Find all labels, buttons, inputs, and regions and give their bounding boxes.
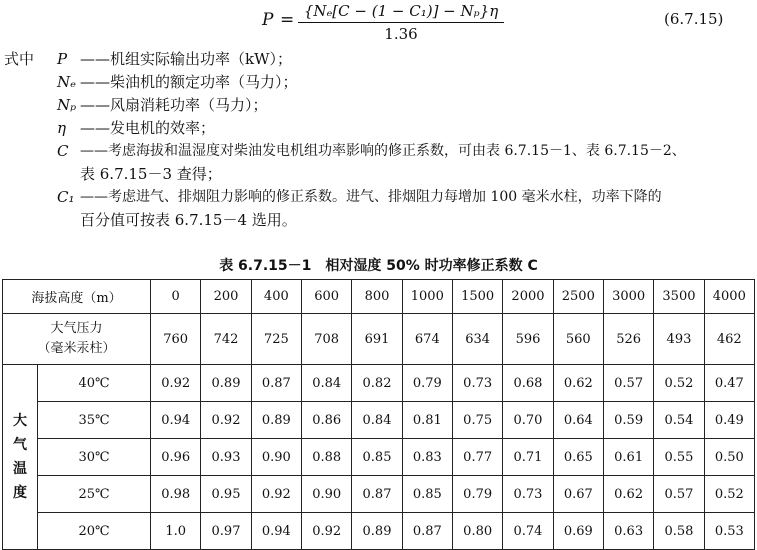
altitude-cell: 600 (302, 280, 352, 314)
pressure-cell: 691 (352, 314, 402, 365)
temperature-cell: 20℃ (38, 513, 151, 550)
definition-text: ——机组实际输出功率（kW）； (80, 50, 293, 68)
temperature-cell: 30℃ (38, 439, 151, 476)
group-char: 大 (13, 413, 27, 429)
formula-equals: = (280, 10, 295, 30)
value-cell: 0.89 (251, 402, 301, 439)
formula-block (0, 0, 757, 52)
value-cell: 1.0 (151, 513, 201, 550)
definitions-intro: 式中 (4, 50, 35, 68)
pressure-cell: 462 (704, 314, 754, 365)
definition-text: ——发电机的效率； (80, 119, 216, 137)
altitude-cell: 400 (251, 280, 301, 314)
value-cell: 0.77 (452, 439, 502, 476)
pressure-row (3, 314, 755, 365)
altitude-cell: 1000 (402, 280, 452, 314)
value-cell: 0.87 (251, 365, 301, 402)
value-cell: 0.80 (452, 513, 502, 550)
value-cell: 0.71 (503, 439, 553, 476)
value-cell: 0.87 (402, 513, 452, 550)
temperature-group-label (3, 365, 38, 550)
equation-number: (6.7.15) (664, 10, 724, 28)
value-cell: 0.58 (654, 513, 704, 550)
correction-factor-table (2, 279, 755, 550)
value-cell: 0.52 (654, 365, 704, 402)
temperature-cell: 25℃ (38, 476, 151, 513)
pressure-label (3, 314, 151, 365)
pressure-cell: 560 (553, 314, 603, 365)
formula-fraction (296, 0, 506, 45)
group-char: 气 (13, 437, 27, 453)
value-cell: 0.92 (302, 513, 352, 550)
value-cell: 0.93 (201, 439, 251, 476)
altitude-cell: 2000 (503, 280, 553, 314)
value-cell: 0.50 (704, 439, 754, 476)
altitude-cell: 0 (151, 280, 201, 314)
value-cell: 0.97 (201, 513, 251, 550)
formula-lhs: P (262, 10, 274, 30)
value-cell: 0.55 (654, 439, 704, 476)
value-cell: 0.65 (553, 439, 603, 476)
altitude-header-row (3, 280, 755, 314)
value-cell: 0.47 (704, 365, 754, 402)
temperature-row (3, 365, 755, 402)
pressure-cell: 725 (251, 314, 301, 365)
altitude-cell: 3500 (654, 280, 704, 314)
value-cell: 0.57 (603, 365, 653, 402)
pressure-cell: 493 (654, 314, 704, 365)
altitude-cell: 2500 (553, 280, 603, 314)
formula-numerator: {Nₑ[C − (1 − C₁)] − Nₚ}η (303, 2, 499, 20)
value-cell: 0.94 (251, 513, 301, 550)
value-cell: 0.57 (654, 476, 704, 513)
value-cell: 0.81 (402, 402, 452, 439)
value-cell: 0.63 (603, 513, 653, 550)
value-cell: 0.85 (402, 476, 452, 513)
pressure-cell: 526 (603, 314, 653, 365)
value-cell: 0.94 (151, 402, 201, 439)
value-cell: 0.95 (201, 476, 251, 513)
table-title: 表 6.7.15－1 相对湿度 50% 时功率修正系数 C (219, 258, 538, 274)
altitude-cell: 4000 (704, 280, 754, 314)
value-cell: 0.85 (352, 439, 402, 476)
value-cell: 0.84 (352, 402, 402, 439)
value-cell: 0.75 (452, 402, 502, 439)
pressure-cell: 674 (402, 314, 452, 365)
definition-text: ——考虑海拔和温湿度对柴油发电机组功率影响的修正系数，可由表 6.7.15－1、表 6.7.15－2、 (80, 143, 686, 159)
value-cell: 0.70 (503, 402, 553, 439)
temperature-cell: 35℃ (38, 402, 151, 439)
altitude-cell: 800 (352, 280, 402, 314)
pressure-cell: 634 (452, 314, 502, 365)
value-cell: 0.86 (302, 402, 352, 439)
definition-continuation: 百分值可按表 6.7.15－4 选用。 (80, 211, 297, 229)
altitude-cell: 200 (201, 280, 251, 314)
value-cell: 0.53 (704, 513, 754, 550)
pressure-cell: 760 (151, 314, 201, 365)
pressure-label-line1: 大气压力 (50, 321, 103, 336)
value-cell: 0.74 (503, 513, 553, 550)
group-char: 度 (13, 485, 27, 501)
value-cell: 0.54 (654, 402, 704, 439)
value-cell: 0.89 (201, 365, 251, 402)
value-cell: 0.84 (302, 365, 352, 402)
value-cell: 0.61 (603, 439, 653, 476)
value-cell: 0.90 (251, 439, 301, 476)
formula-denominator: 1.36 (384, 25, 418, 43)
value-cell: 0.96 (151, 439, 201, 476)
definition-symbol: P (57, 50, 68, 68)
definition-symbol: C (57, 142, 69, 160)
pressure-label-line2: （毫米汞柱） (37, 341, 116, 356)
altitude-cell: 1500 (452, 280, 502, 314)
value-cell: 0.87 (352, 476, 402, 513)
altitude-header-label: 海拔高度（m） (3, 280, 151, 314)
value-cell: 0.69 (553, 513, 603, 550)
value-cell: 0.52 (704, 476, 754, 513)
value-cell: 0.73 (452, 365, 502, 402)
altitude-cell: 3000 (603, 280, 653, 314)
value-cell: 0.83 (402, 439, 452, 476)
pressure-cell: 596 (503, 314, 553, 365)
group-char: 温 (13, 461, 27, 477)
definition-symbol: Nₑ (57, 73, 76, 91)
definition-continuation: 表 6.7.15－3 查得； (80, 165, 222, 183)
definition-symbol: Nₚ (57, 96, 77, 114)
definition-text: ——柴油机的额定功率（马力）； (80, 73, 298, 91)
temperature-row (3, 439, 755, 476)
pressure-cell: 708 (302, 314, 352, 365)
value-cell: 0.64 (553, 402, 603, 439)
temperature-row (3, 476, 755, 513)
value-cell: 0.73 (503, 476, 553, 513)
value-cell: 0.79 (402, 365, 452, 402)
definition-text: ——考虑进气、排烟阻力影响的修正系数。进气、排烟阻力每增加 100 毫米水柱，功率下降的 (80, 189, 662, 205)
value-cell: 0.88 (302, 439, 352, 476)
value-cell: 0.92 (151, 365, 201, 402)
value-cell: 0.92 (201, 402, 251, 439)
pressure-cell: 742 (201, 314, 251, 365)
value-cell: 0.67 (553, 476, 603, 513)
value-cell: 0.82 (352, 365, 402, 402)
definition-symbol: η (57, 119, 66, 137)
temperature-row (3, 513, 755, 550)
value-cell: 0.79 (452, 476, 502, 513)
value-cell: 0.98 (151, 476, 201, 513)
value-cell: 0.49 (704, 402, 754, 439)
temperature-cell: 40℃ (38, 365, 151, 402)
value-cell: 0.62 (553, 365, 603, 402)
value-cell: 0.92 (251, 476, 301, 513)
value-cell: 0.90 (302, 476, 352, 513)
definition-text: ——风扇消耗功率（马力）； (80, 96, 268, 114)
definition-symbol: C₁ (57, 188, 75, 206)
value-cell: 0.62 (603, 476, 653, 513)
value-cell: 0.89 (352, 513, 402, 550)
value-cell: 0.59 (603, 402, 653, 439)
value-cell: 0.68 (503, 365, 553, 402)
temperature-row (3, 402, 755, 439)
